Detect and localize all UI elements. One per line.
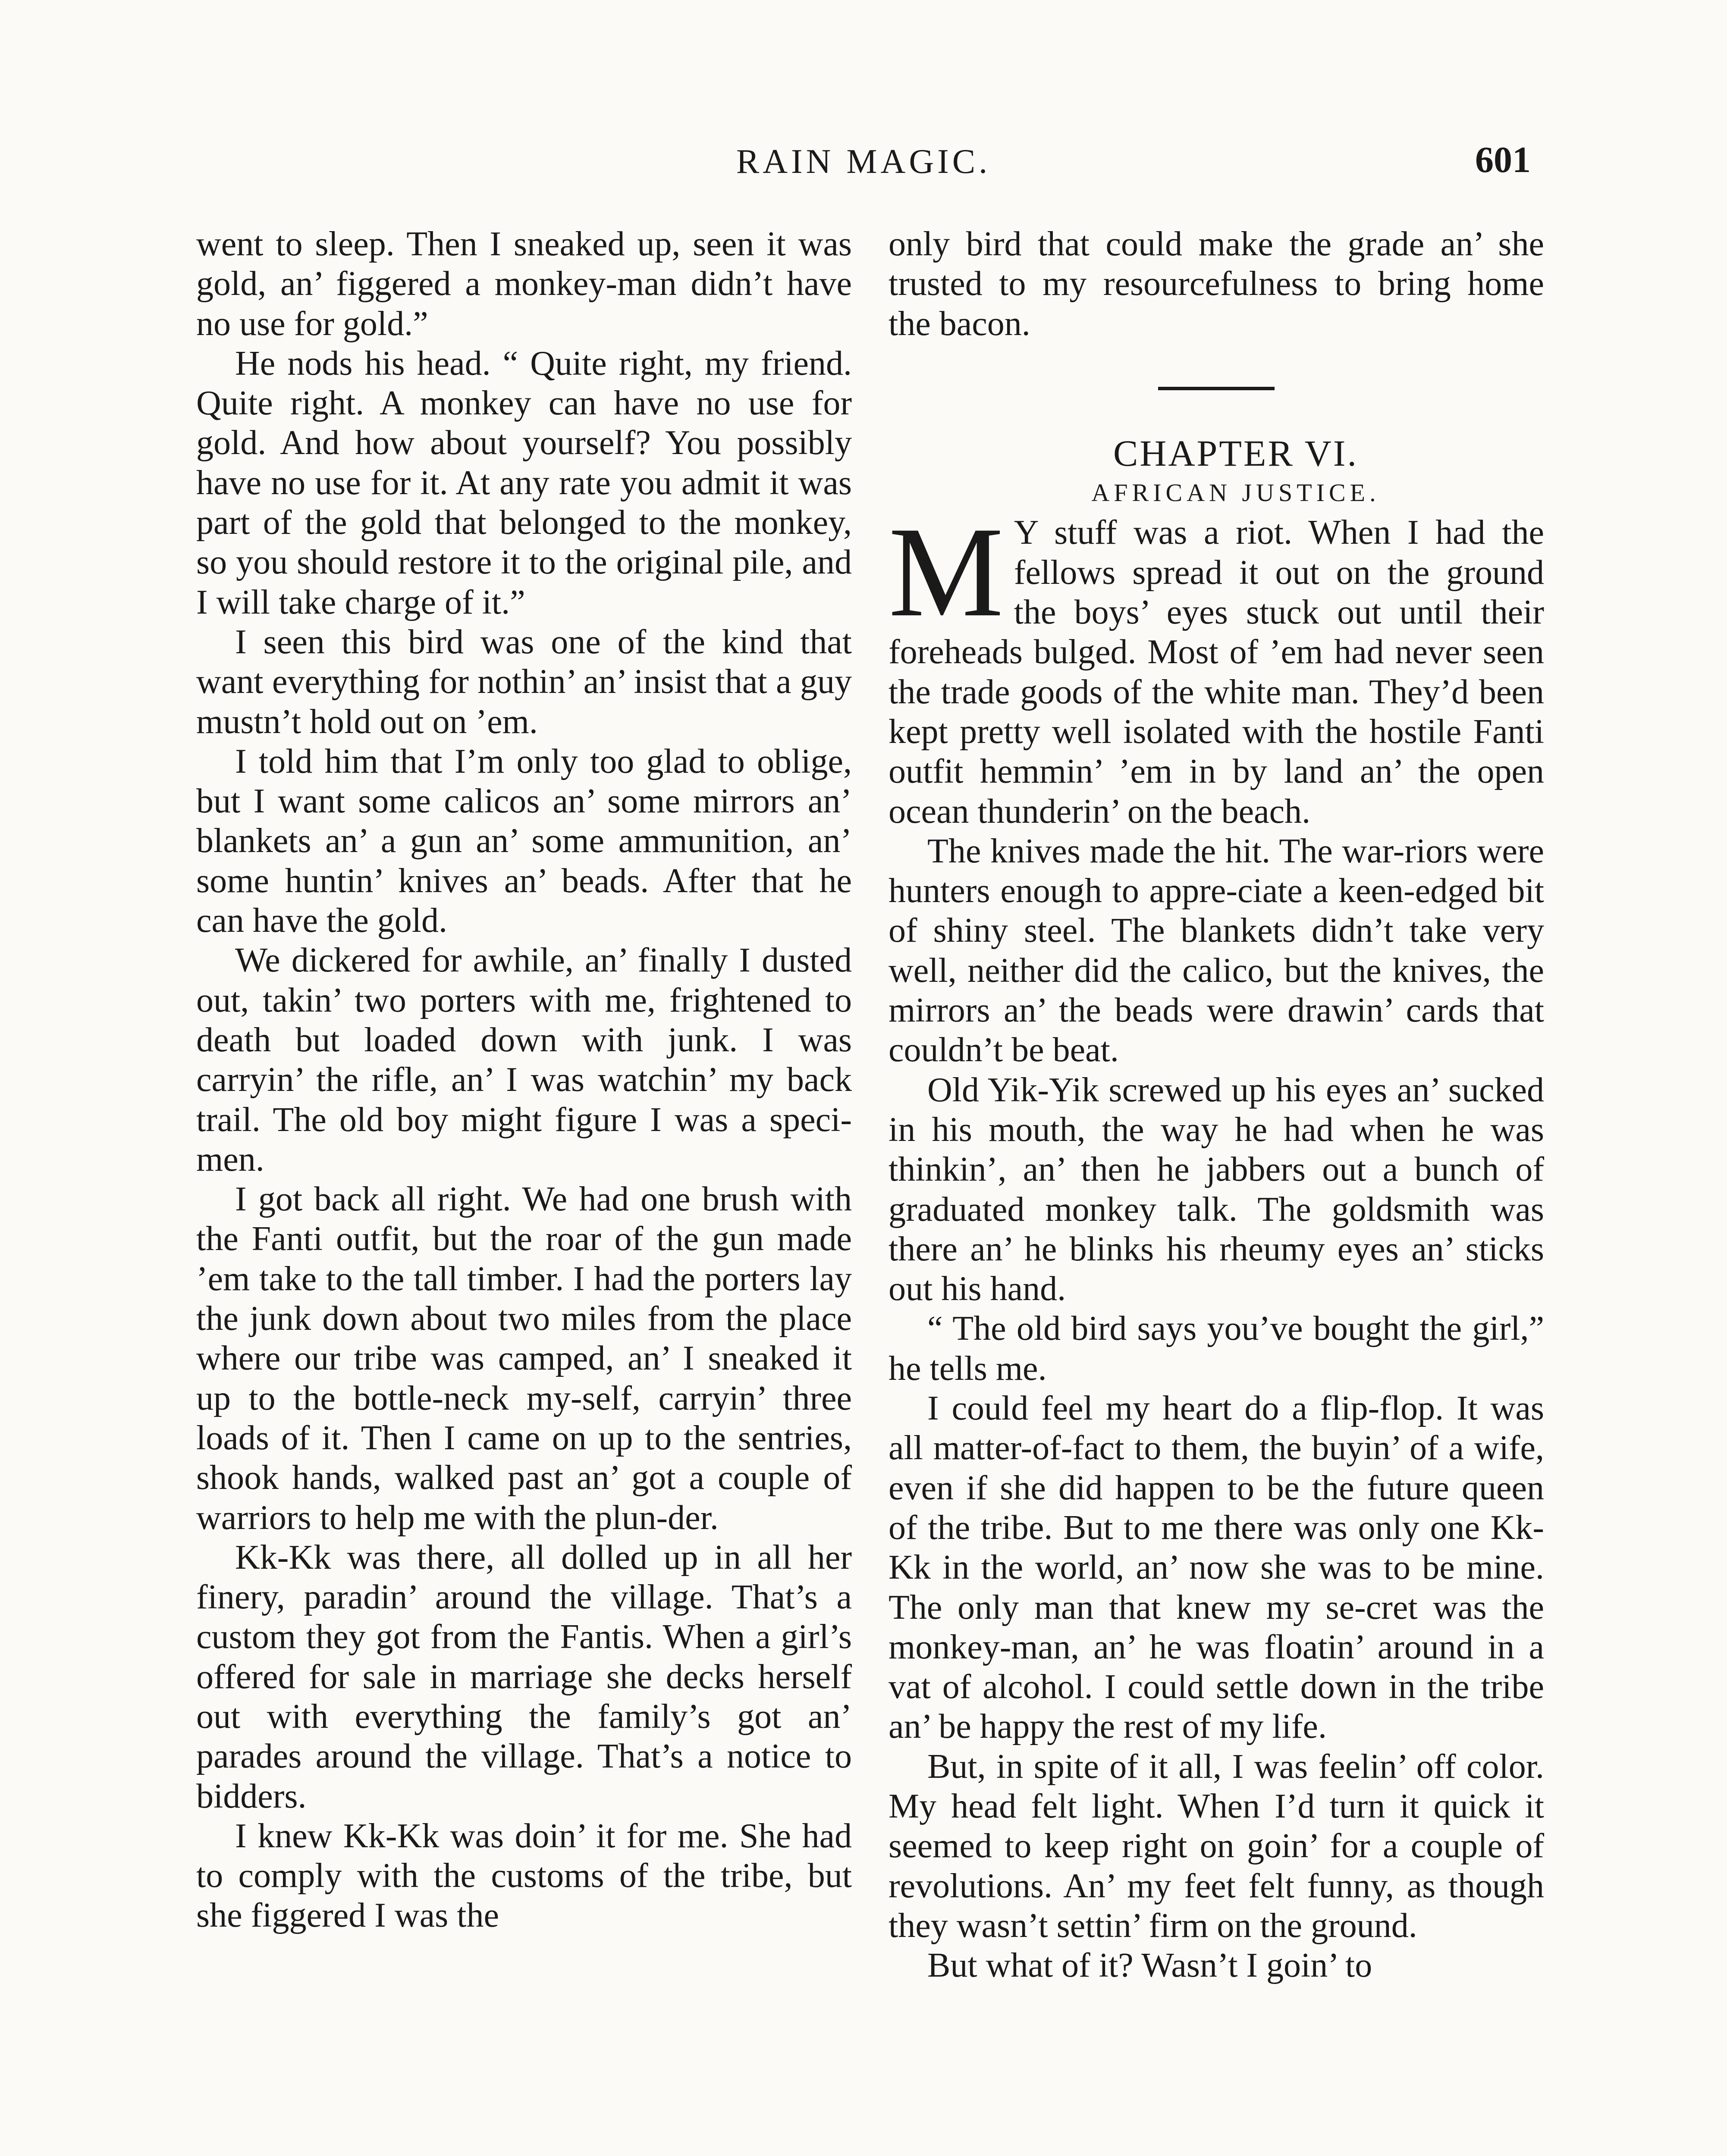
paragraph: I got back all right. We had one brush with the Fanti outfit, but the roar of the gun made ’em take to the tall timber. I had the porters lay the junk down about two miles from the place where our tribe was camped, an’ I sneaked it up to the bottle-neck my-self, carryin’ three loads of it. Then I came on up to the sentries, shook hands, walked past an’ got a couple of warriors to help me with the plun-der. [196, 1180, 852, 1537]
paragraph: But, in spite of it all, I was feelin’ off color. My head felt light. When I’d turn it quick it seemed to keep right on goin’ for a couple of revolutions. An’ my feet felt funny, as though they wasn’t settin’ firm on the ground. [889, 1747, 1544, 1945]
page-number: 601 [1475, 139, 1531, 180]
left-column [196, 224, 852, 1936]
opening-paragraph [889, 500, 1544, 831]
opening-paragraph-text: Y stuff was a riot. When I had the fellows spread it out on the ground the boys’ eyes stuck out until their foreheads bulged. Most of ’em had never seen the trade goods of the white man. They’d been kept pretty well isolated with the hostile Fanti outfit hemmin’ ’em in by land an’ the open ocean thunderin’ on the beach. [889, 514, 1544, 830]
paragraph: Old Yik-Yik screwed up his eyes an’ sucked in his mouth, the way he had when he was thinkin’, an’ then he jabbers out a bunch of graduated monkey talk. The goldsmith was there an’ he blinks his rheumy eyes an’ sticks out his hand. [889, 1071, 1544, 1308]
section-divider [1158, 387, 1275, 390]
paragraph: only bird that could make the grade an’ she trusted to my resourcefulness to bring home the bacon. [889, 225, 1544, 343]
paragraph: We dickered for awhile, an’ finally I dusted out, takin’ two porters with me, frightened to death but loaded down with junk. I was carryin’ the rifle, an’ I was watchin’ my back trail. The old boy might figure I was a speci-men. [196, 941, 852, 1178]
paragraph: “ The old bird says you’ve bought the girl,” he tells me. [889, 1310, 1544, 1388]
paragraph: Kk-Kk was there, all dolled up in all her finery, paradin’ around the village. That’s a custom they got from the Fantis. When a girl’s offered for sale in marriage she decks herself out with everything the family’s got an’ parades around the village. That’s a notice to bidders. [196, 1538, 852, 1815]
paragraph: I could feel my heart do a flip-flop. It was all matter-of-fact to them, the buyin’ of a wife, even if she did happen to be the future queen of the tribe. But to me there was only one Kk-Kk in the world, an’ now she was to be mine. The only man that knew my se-cret was the monkey-man, an’ he was floatin’ around in a vat of alcohol. I could settle down in the tribe an’ be happy the rest of my life. [889, 1389, 1544, 1746]
paragraph: I knew Kk-Kk was doin’ it for me. She had to comply with the customs of the tribe, but she figgered I was the [196, 1817, 852, 1935]
running-head: RAIN MAGIC. [736, 143, 991, 181]
right-column [889, 224, 1544, 1985]
paragraph: The knives made the hit. The war-riors were hunters enough to appre-ciate a keen-edged bit of shiny steel. The blankets didn’t take very well, neither did the calico, but the knives, the mirrors an’ the beads were drawin’ cards that couldn’t be beat. [889, 832, 1544, 1069]
paragraph: I seen this bird was one of the kind that want everything for nothin’ an’ insist that a guy mustn’t hold out on ’em. [196, 623, 852, 741]
chapter-title: CHAPTER VI. [1113, 432, 1359, 474]
paragraph: went to sleep. Then I sneaked up, seen it was gold, an’ figgered a monkey-man didn’t have no use for gold.” [196, 225, 852, 343]
paragraph: I told him that I’m only too glad to oblige, but I want some calicos an’ some mirrors an’ blankets an’ a gun an’ some ammunition, an’ some huntin’ knives an’ beads. After that he can have the gold. [196, 742, 852, 940]
paragraph: He nods his head. “ Quite right, my friend. Quite right. A monkey can have no use for gold. And how about yourself? You possibly have no use for it. At any rate you admit it was part of the gold that belonged to the monkey, so you should restore it to the original pile, and I will take charge of it.” [196, 344, 852, 621]
drop-cap: M [889, 500, 1004, 644]
chapter-subtitle: AFRICAN JUSTICE. [1091, 479, 1380, 507]
paragraph: But what of it? Wasn’t I goin’ to [927, 1946, 1372, 1985]
